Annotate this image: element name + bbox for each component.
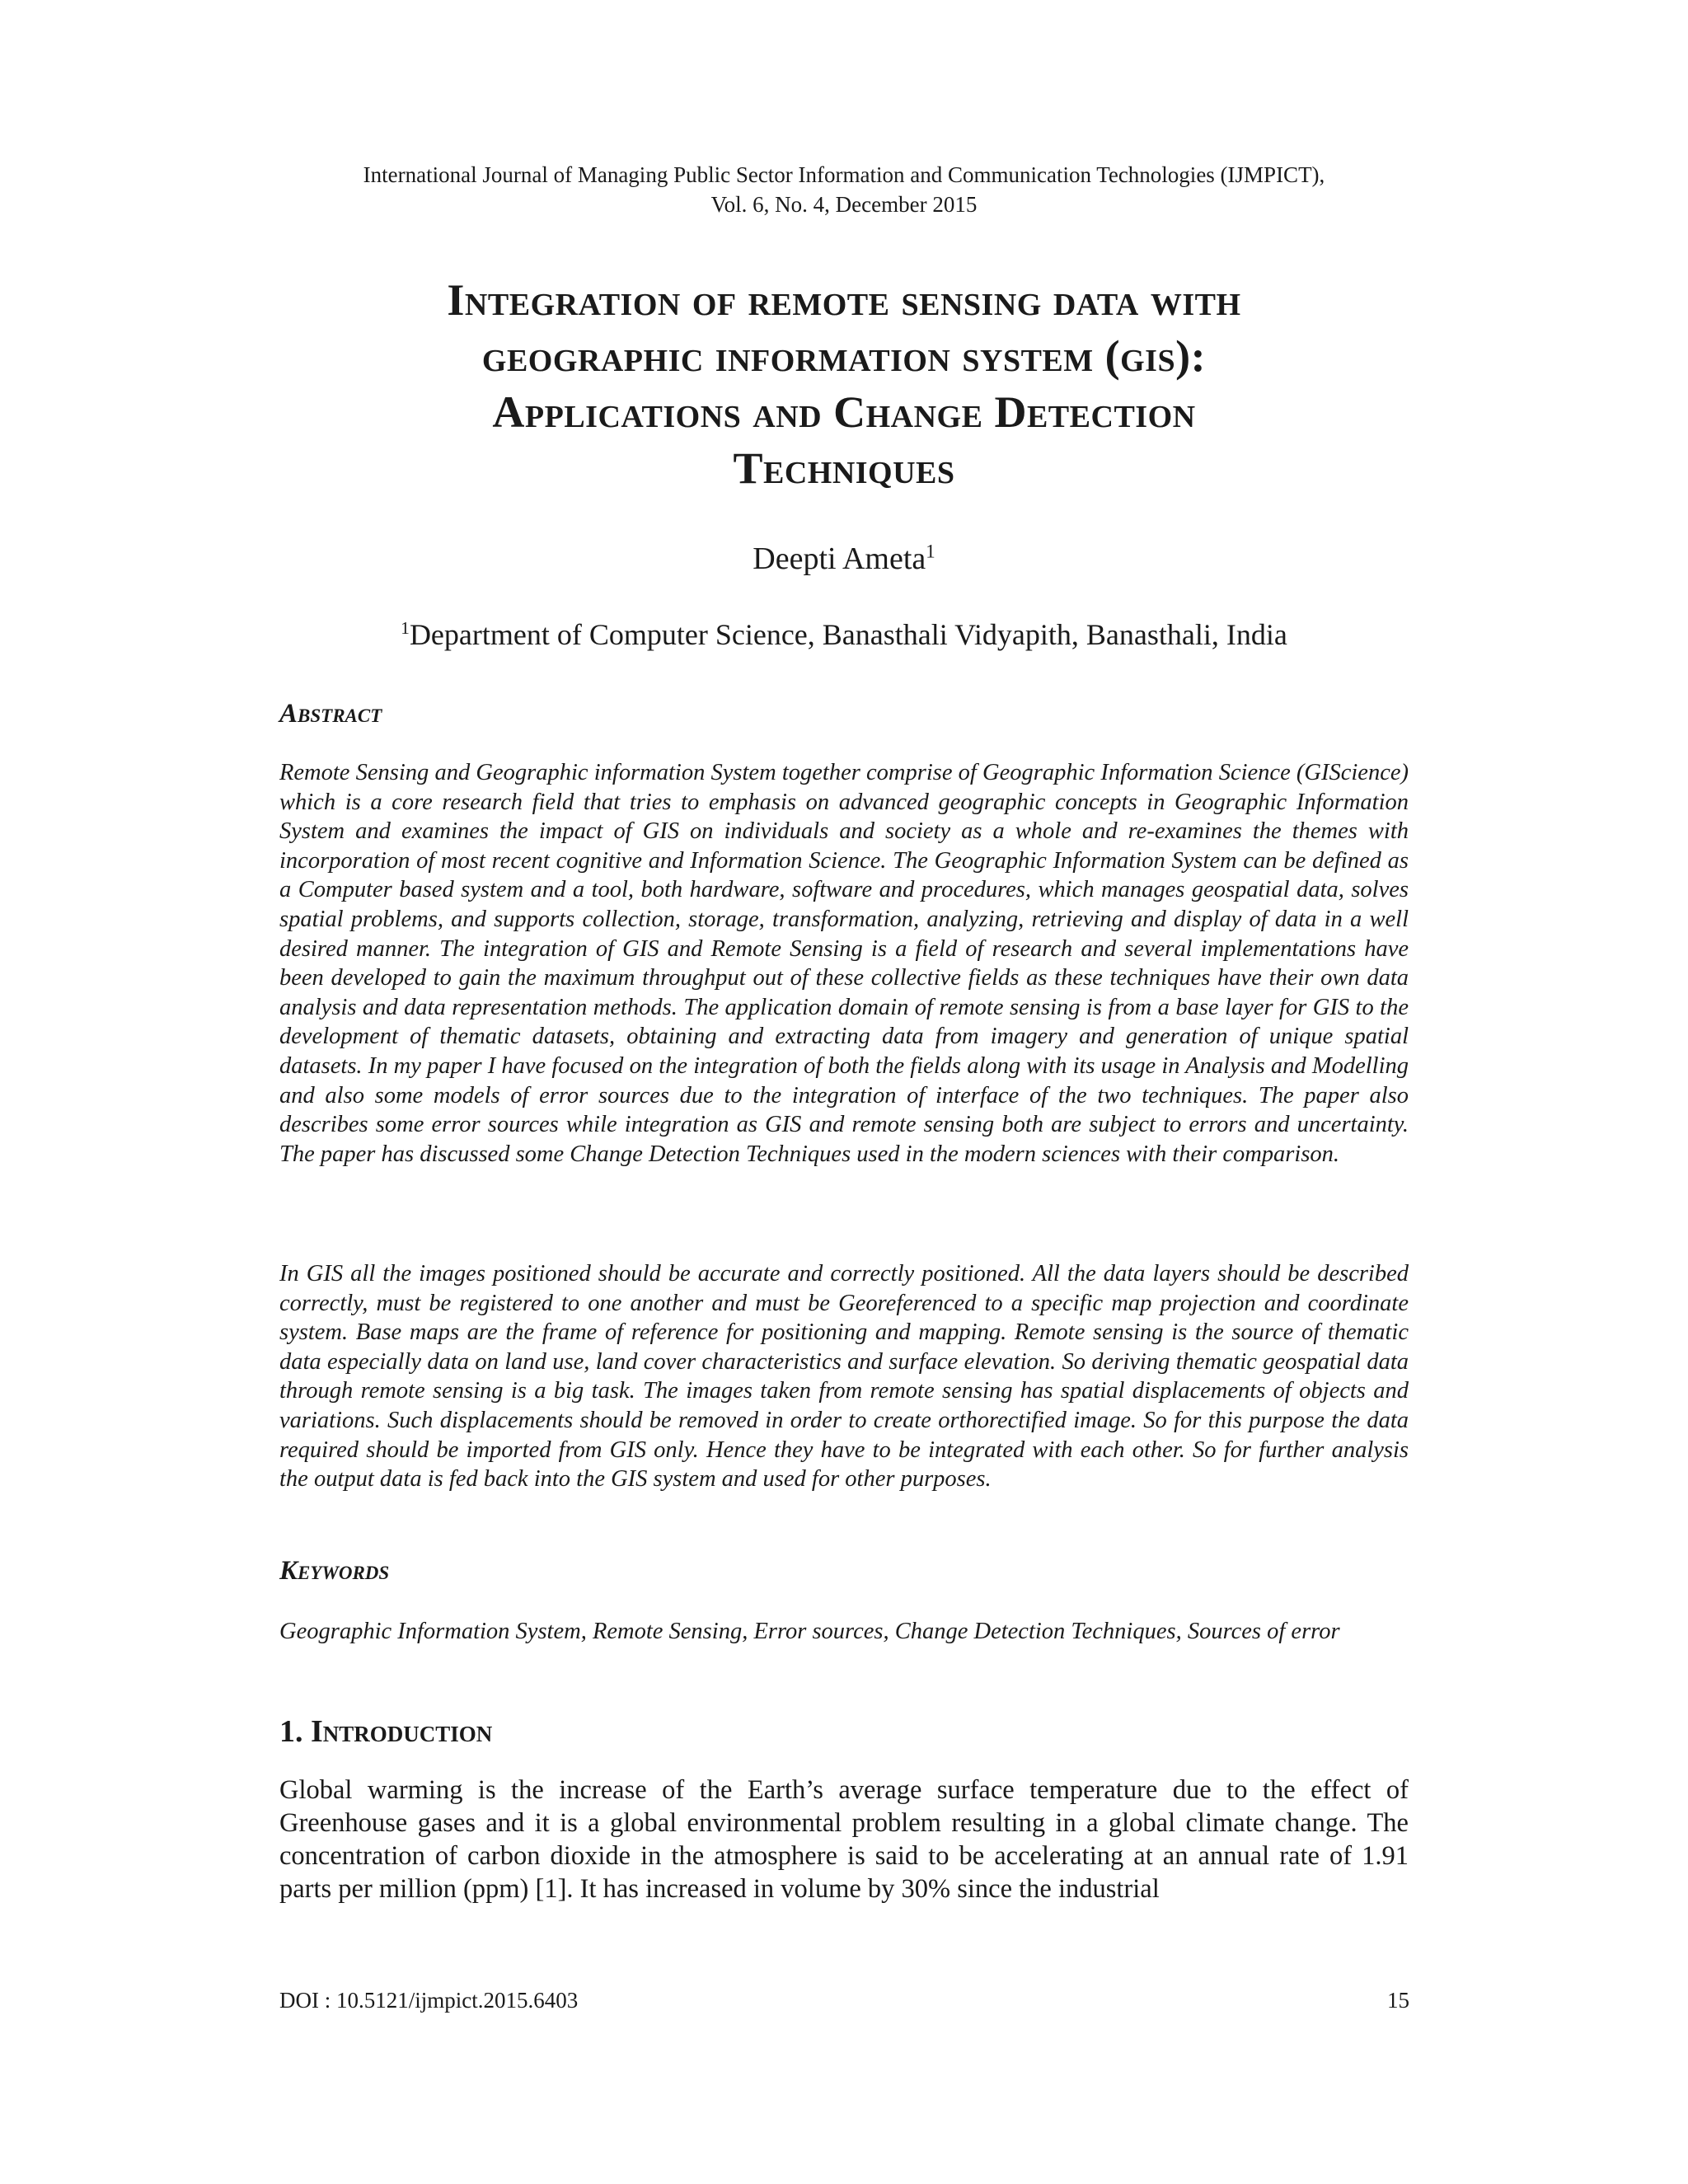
page-number: 15 (1387, 1988, 1409, 2013)
author (0, 541, 1688, 577)
journal-header (0, 160, 1688, 219)
author-name: Deepti Ameta (753, 541, 926, 576)
paper-title (247, 272, 1441, 496)
introduction-paragraph: Global warming is the increase of the Earth’s average surface temperature due to the effect of Greenhouse gases and it is a global environmental problem resulting in a global climate change. The concentration of carbon dioxide in the atmosphere is said to be accelerating at an annual rate of 1.91 parts per million (ppm) [1]. It has increased in volume by 30% since the industrial (279, 1775, 1409, 1904)
doi: DOI : 10.5121/ijmpict.2015.6403 (279, 1988, 579, 2013)
title-line: Integration of remote sensing data with (447, 275, 1241, 325)
title-line: geographic information system (gis): (481, 331, 1207, 381)
author-superscript: 1 (926, 541, 935, 562)
journal-name: International Journal of Managing Public Sector Information and Communication Technologies (IJMPICT), (363, 162, 1325, 187)
title-line: Techniques (733, 443, 955, 493)
affiliation-text: Department of Computer Science, Banasthali Vidyapith, Banasthali, India (409, 618, 1287, 651)
introduction-heading: 1. Introduction (279, 1714, 493, 1749)
affiliation-superscript: 1 (401, 618, 410, 638)
abstract-paragraph: In GIS all the images positioned should be accurate and correctly positioned. All the data layers should be described correctly, must be registered to one another and must be Georeferenced to a specific map projection and coordinate system. Base maps are the frame of reference for positioning and mapping. Remote sensing is the source of thematic data especially data on land use, land cover characteristics and surface elevation. So deriving thematic geospatial data through remote sensing is a big task. The images taken from remote sensing has spatial displacements of objects and variations. Such displacements should be removed in order to create orthorectified image. So for this purpose the data required should be imported from GIS only. Hence they have to be integrated with each other. So for further analysis the output data is fed back into the GIS system and used for other purposes. (279, 1261, 1409, 1493)
keywords-heading: Keywords (279, 1556, 390, 1586)
keywords-text: Geographic Information System, Remote Sensing, Error sources, Change Detection Techniques, Sources of error (279, 1619, 1340, 1644)
affiliation (0, 616, 1688, 653)
abstract-heading: Abstract (279, 699, 382, 729)
title-line: Applications and Change Detection (492, 387, 1196, 437)
journal-volume-issue: Vol. 6, No. 4, December 2015 (710, 192, 978, 217)
abstract-paragraph: Remote Sensing and Geographic information System together comprise of Geographic Information Science (GIScience) which is a core research field that tries to emphasis on advanced geographic concepts in Geographic Information System and examines the impact of GIS on individuals and society as a whole and re-examines the themes with incorporation of most recent cognitive and Information Science. The Geographic Information System can be defined as a Computer based system and a tool, both hardware, software and procedures, which manages geospatial data, solves spatial problems, and supports collection, storage, transformation, analyzing, retrieving and display of data in a well desired manner. The integration of GIS and Remote Sensing is a field of research and several implementations have been developed to gain the maximum throughput out of these collective fields as these techniques have their own data analysis and data representation methods. The application domain of remote sensing is from a base layer for GIS to the development of thematic datasets, obtaining and extracting data from imagery and generation of unique spatial datasets. In my paper I have focused on the integration of both the fields along with its usage in Analysis and Modelling and also some models of error sources due to the integration of interface of the two techniques. The paper also describes some error sources while integration as GIS and remote sensing both are subject to errors and uncertainty. The paper has discussed some Change Detection Techniques used in the modern sciences with their comparison. (279, 760, 1409, 1167)
